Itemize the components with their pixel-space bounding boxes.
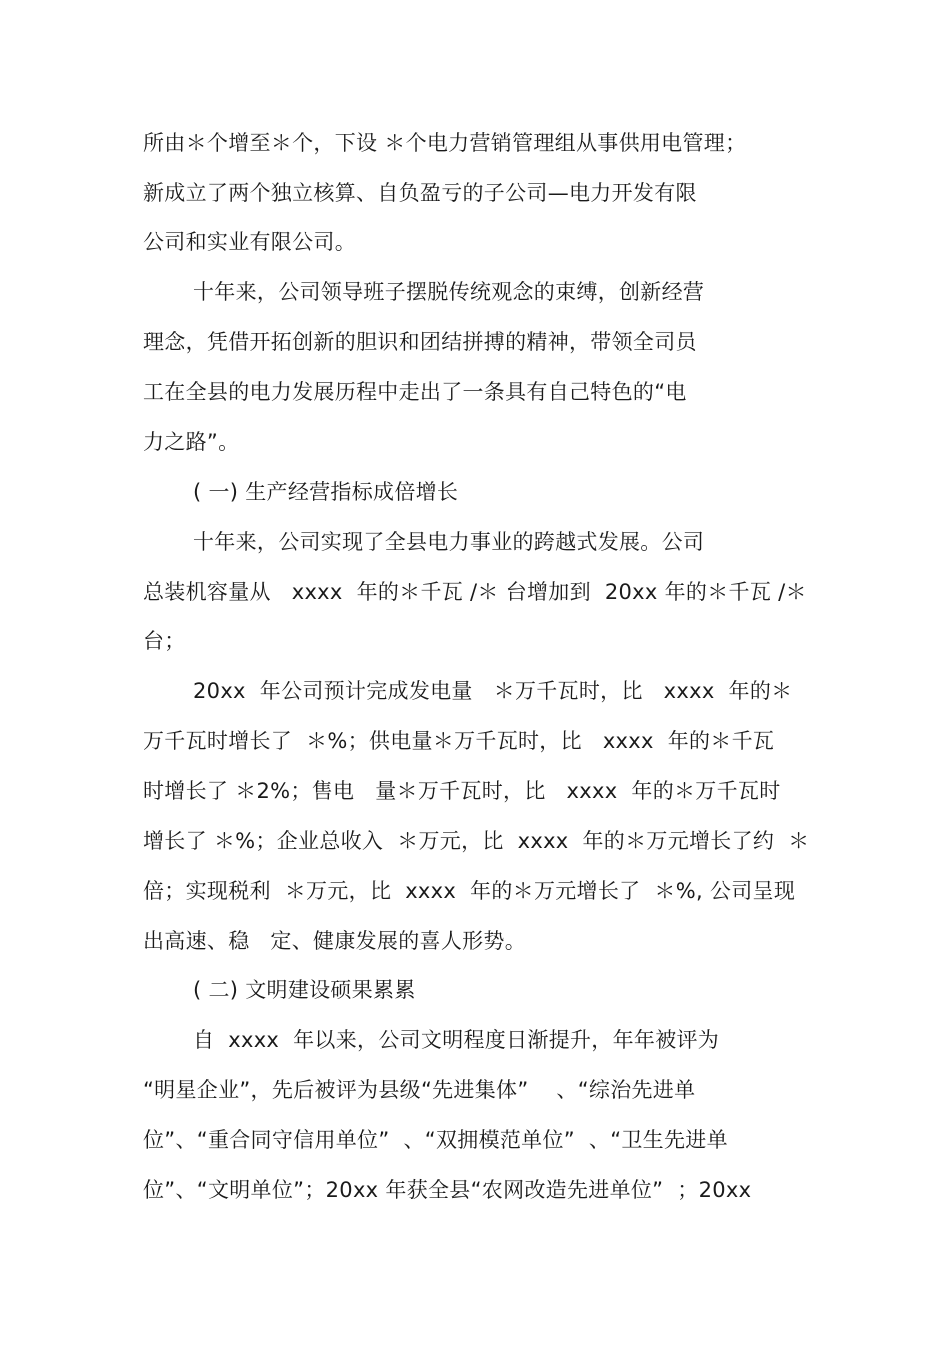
paragraph-first-line: 自 xxxx 年以来，公司文明程度日渐提升，年年被评为	[193, 1028, 720, 1052]
text-line: 位”、“重合同守信用单位” 、“双拥模范单位” 、“卫生先进单	[143, 1128, 728, 1152]
paragraph-first-line: 十年来，公司实现了全县电力事业的跨越式发展。公司	[193, 530, 705, 554]
text-line: 出高速、稳 定、健康发展的喜人形势。	[143, 929, 527, 953]
text-line: 公司和实业有限公司。	[143, 230, 356, 254]
text-line: 工在全县的电力发展历程中走出了一条具有自己特色的“电	[143, 380, 687, 404]
text-line: 所由＊个增至＊个，下设 ＊个电力营销管理组从事供用电管理；	[143, 131, 747, 155]
text-line: 万千瓦时增长了 ＊%；供电量＊万千瓦时，比 xxxx 年的＊千瓦	[143, 729, 775, 753]
text-line: 倍；实现税利 ＊万元，比 xxxx 年的＊万元增长了 ＊%, 公司呈现	[143, 879, 796, 903]
section-heading: ( 二) 文明建设硕果累累	[193, 978, 416, 1002]
text-line: 总装机容量从 xxxx 年的＊千瓦 /＊ 台增加到 20xx 年的＊千瓦 /＊	[143, 580, 807, 604]
text-line: 新成立了两个独立核算、自负盈亏的子公司—电力开发有限	[143, 181, 697, 205]
paragraph-first-line: 十年来，公司领导班子摆脱传统观念的束缚，创新经营	[193, 280, 705, 304]
text-line: 台；	[143, 629, 186, 653]
text-line: 理念，凭借开拓创新的胆识和团结拼搏的精神，带领全司员	[143, 330, 697, 354]
text-line: 增长了 ＊%；企业总收入 ＊万元，比 xxxx 年的＊万元增长了约 ＊	[143, 829, 810, 853]
text-line: “明星企业”，先后被评为县级“先进集体” 、“综治先进单	[143, 1078, 696, 1102]
section-heading: ( 一) 生产经营指标成倍增长	[193, 480, 459, 504]
text-line: 位”、“文明单位”；20xx 年获全县“农网改造先进单位” ；20xx	[143, 1178, 752, 1202]
text-line: 力之路”。	[143, 430, 240, 454]
paragraph-first-line: 20xx 年公司预计完成发电量 ＊万千瓦时，比 xxxx 年的＊	[193, 679, 793, 703]
text-line: 时增长了 ＊2%；售电 量＊万千瓦时，比 xxxx 年的＊万千瓦时	[143, 779, 781, 803]
